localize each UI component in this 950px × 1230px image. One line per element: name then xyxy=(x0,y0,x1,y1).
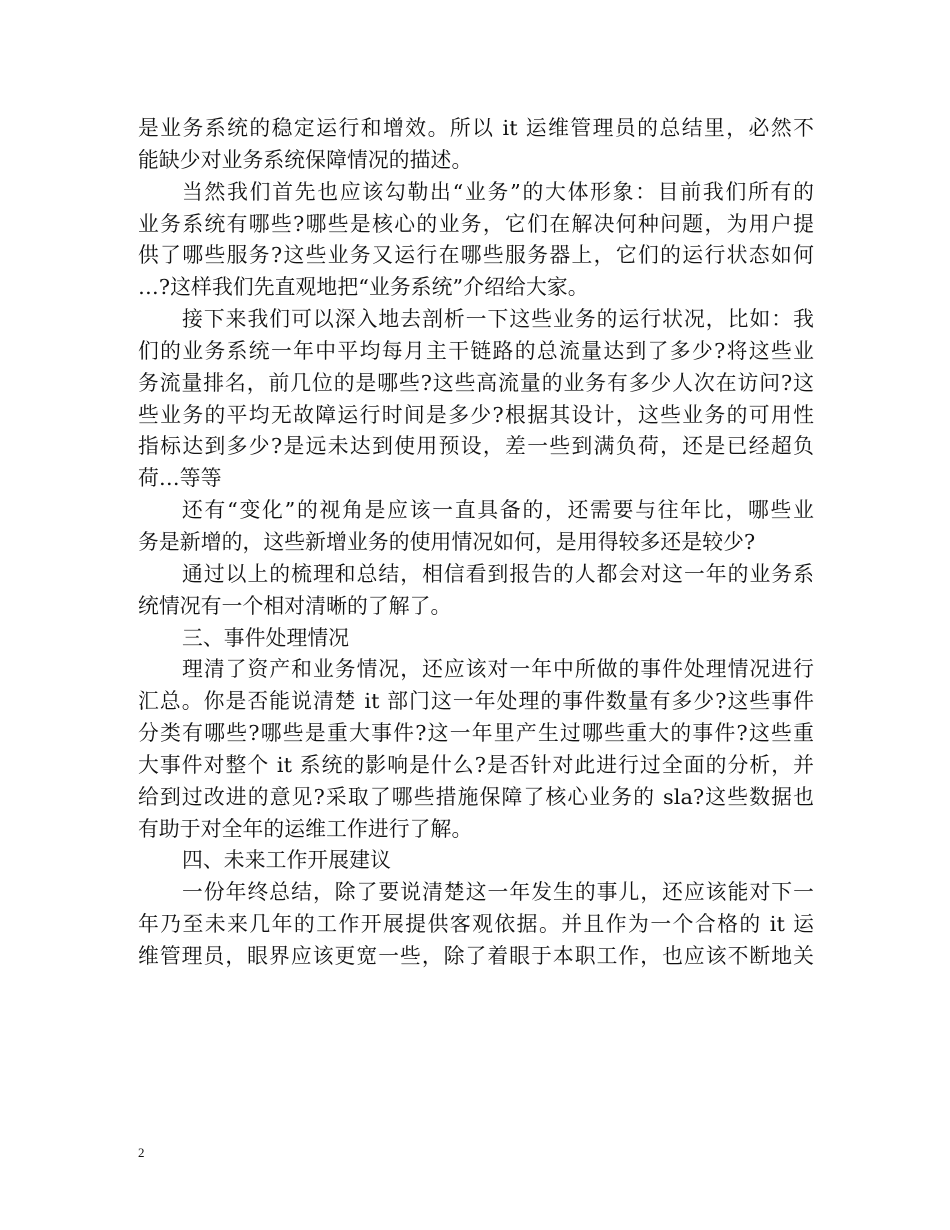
text-line: 维管理员，眼界应该更宽一些，除了着眼于本职工作，也应该不断地关 xyxy=(138,943,814,968)
text-line: 业务系统有哪些?哪些是核心的业务，它们在解决何种问题，为用户提 xyxy=(138,211,814,236)
text-line: 四、未来工作开展建议 xyxy=(182,848,391,873)
text-line: …?这样我们先直观地把“业务系统”介绍给大家。 xyxy=(138,275,589,300)
text-line: 们的业务系统一年中平均每月主干链路的总流量达到了多少?将这些业 xyxy=(138,338,814,363)
text-line: 年乃至未来几年的工作开展提供客观依据。并且作为一个合格的 it 运 xyxy=(138,912,814,937)
text-line: 务是新增的，这些新增业务的使用情况如何，是用得较多还是较少? xyxy=(138,529,756,554)
text-line: 些业务的平均无故障运行时间是多少?根据其设计，这些业务的可用性 xyxy=(138,402,814,427)
text-line: 务流量排名，前几位的是哪些?这些高流量的业务有多少人次在访问?这 xyxy=(138,370,814,395)
text-line: 给到过改进的意见?采取了哪些措施保障了核心业务的 sla?这些数据也 xyxy=(138,784,814,809)
text-line: 分类有哪些?哪些是重大事件?这一年里产生过哪些重大的事件?这些重 xyxy=(138,721,814,746)
text-line: 是业务系统的稳定运行和增效。所以 it 运维管理员的总结里，必然不 xyxy=(138,116,814,140)
text-line: 统情况有一个相对清晰的了解了。 xyxy=(138,593,452,618)
text-line: 三、事件处理情况 xyxy=(182,625,350,650)
text-line: 汇总。你是否能说清楚 it 部门这一年处理的事件数量有多少?这些事件 xyxy=(138,689,814,714)
document-body xyxy=(138,113,814,973)
text-line: 一份年终总结，除了要说清楚这一年发生的事儿，还应该能对下一 xyxy=(182,880,814,905)
text-line: 通过以上的梳理和总结，相信看到报告的人都会对这一年的业务系 xyxy=(182,561,814,586)
text-line: 理清了资产和业务情况，还应该对一年中所做的事件处理情况进行 xyxy=(182,657,814,682)
page-number: 2 xyxy=(138,1145,145,1160)
text-line: 指标达到多少?是远未达到使用预设，差一些到满负荷，还是已经超负 xyxy=(138,434,814,459)
text-line: 接下来我们可以深入地去剖析一下这些业务的运行状况，比如：我 xyxy=(182,307,814,332)
text-line: 当然我们首先也应该勾勒出“业务”的大体形象：目前我们所有的 xyxy=(182,179,814,204)
text-line: 大事件对整个 it 系统的影响是什么?是否针对此进行过全面的分析，并 xyxy=(138,752,814,777)
text-line: 能缺少对业务系统保障情况的描述。 xyxy=(138,147,473,172)
text-line: 还有“变化”的视角是应该一直具备的，还需要与往年比，哪些业 xyxy=(182,498,814,523)
text-line: 供了哪些服务?这些业务又运行在哪些服务器上，它们的运行状态如何 xyxy=(138,243,814,268)
text-line: 荷…等等 xyxy=(138,466,222,491)
text-line: 有助于对全年的运维工作进行了解。 xyxy=(138,816,473,841)
